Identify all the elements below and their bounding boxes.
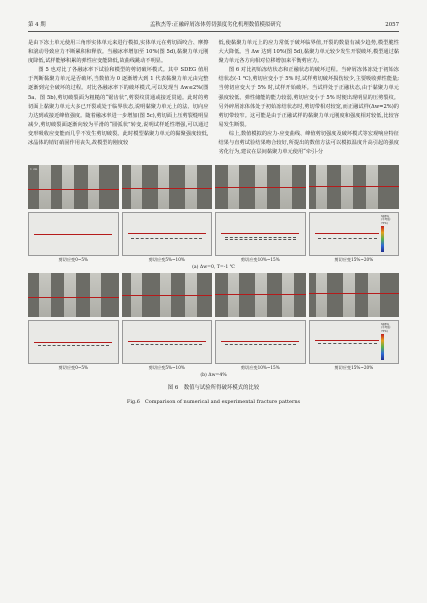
simulation-panel: [309, 212, 400, 256]
sdeg-legend: [381, 323, 397, 360]
paragraph: 图 5 也对比了各融冰率下试验和模型的剪切破坏模式。其中 SDEG 值用于判断黏聚力单元是否破坏,当数值为 0 逐渐增大到 1 代表黏聚力单元由完整逐渐到完全破坏的过程。对比各融冰率下的破坏模式,可以发现当 Δw≤2%(图 5a、图 5b),剪切破裂面为粗糙的“锯齿状”,剪裂纹贯通或接近贯通。此时的剪切面上黏聚力单元大多已开裂或处于临界状态,说明黏聚力单元上的法、切向应力达到或接近峰值强度。随着融冰率进一步增加(图 5c),剪切面上压剪裂缝明显减少,剪切破裂面逐渐向较为平滑的“圆弧状”转变,说明试样延性增强,可以通过变形吸收应变能而几乎不发生剪切破裂。此时模型黏聚力单元的黏聚强度较低,冰晶体的销钉硝固作用丧失,故模型的刚度较: [28, 67, 209, 147]
issue-number: 第 4 期: [28, 22, 46, 28]
scale-label: 1 cm: [30, 167, 38, 172]
panel-caption: 剪切应变0~5%: [58, 365, 89, 371]
specimen-photo: [28, 165, 119, 209]
simulation-row-b: [28, 320, 399, 371]
simulation-panel: [28, 212, 119, 256]
page-number: 2057: [385, 22, 399, 28]
legend-colorbar: [381, 334, 384, 360]
panel-caption: 剪切应变15%~20%: [334, 257, 374, 263]
simulation-panel: [215, 320, 306, 364]
simulation-panel: [309, 320, 400, 364]
legend-colorbar: [381, 226, 384, 252]
paragraph: 是由下冻土单元使用三角形实体单元来进行模拟,实体单元在剪切面咬合、摩擦和滚动导致应力不断累积和释放。当融冰率增加至 10%(图 5d),黏聚力单元刚度降低,试样能够积累的弹性应变能降低,故曲线跳动不明显。: [28, 40, 209, 65]
panel-caption: 剪切应变10%~15%: [240, 257, 280, 263]
figure-6: [28, 165, 399, 406]
running-title: 孟秋杰等:正融碎屑冻体剪切强度劣化机理数值模拟研究: [149, 22, 282, 28]
legend-subtitle: (平均值: 75%): [381, 218, 391, 225]
subfigure-label-a: (a) Δw=0, T=-1 ℃: [192, 265, 235, 271]
sdeg-legend: [381, 215, 397, 252]
photo-row-a: [28, 165, 399, 209]
figure-caption-cn: 图 6 数值与试验所得破坏模式的比较: [167, 385, 260, 392]
specimen-photo: [122, 165, 213, 209]
left-column: [28, 39, 209, 157]
panel-caption: 剪切应变15%~20%: [334, 365, 374, 371]
simulation-panel: [215, 212, 306, 256]
legend-title: SDEG: [381, 215, 389, 219]
panel-caption: 剪切应变10%~15%: [240, 365, 280, 371]
simulation-row-a: [28, 212, 399, 263]
specimen-photo: [309, 273, 400, 317]
figure-caption-en: Fig.6 Comparison of numerical and experimental fracture patterns: [126, 399, 301, 406]
legend-title: SDEG: [381, 323, 389, 327]
panel-caption: 剪切应变5%~10%: [148, 257, 185, 263]
body-columns: [28, 39, 399, 157]
specimen-photo: [215, 273, 306, 317]
simulation-panel: [28, 320, 119, 364]
legend-subtitle: (平均值: 75%): [381, 326, 391, 333]
specimen-photo: [122, 273, 213, 317]
specimen-photo: [215, 165, 306, 209]
paragraph: 综上,数值模拟的应力-应变曲线、峰值剪切强度及破坏模式等宏观响应特征结果与直剪试验结果吻合较好,所提出的数值方法可以模拟温度升高引起的强度劣化行为,建议在层间黏聚力单元使用“牵引-分: [218, 130, 399, 156]
running-header: [28, 22, 399, 32]
paragraph: 图 6 对比初始冻结状态和正融状态的破坏过程。当碎屑冻体冻处于初始冻结状态(-1 ℃),剪切应变小于 5% 时,试样剪切破坏损伤较少,主要吸收弹性能量;当剪切应变大于 5% 时,试样开始破坏。当试样处于正融状态,由于黏聚力单元强度较低、弹性储能的能力较弱,剪切应变小于 5% 时便出现明显的压剪裂纹。另外碎屑冻体体处于初始冻结状态时,剪切带相对较宽,而正融试样(Δw=2%)的剪切带较窄。这可能是由于正融试样的黏聚力单元刚度和强度相对较低,比较容易发生断裂。: [218, 67, 399, 128]
paragraph: 低,使黏聚力单元上的应力常低于破坏临界值,开裂的数量有减少趋势,模型脆性大大降低。当 Δw 达到 10%(图 5d),黏聚力单元较少发生开裂破坏,模型通过黏聚力单元各方向相对位移增加来平衡剪应力。: [218, 40, 399, 65]
photo-row-b: [28, 273, 399, 317]
right-column: [219, 39, 400, 157]
subfigure-label-b: (b) Δw=4%: [200, 373, 227, 379]
specimen-photo: [309, 165, 400, 209]
panel-caption: 剪切应变5%~10%: [148, 365, 185, 371]
specimen-photo: [28, 273, 119, 317]
panel-caption: 剪切应变0~5%: [58, 257, 89, 263]
simulation-panel: [122, 212, 213, 256]
simulation-panel: [122, 320, 213, 364]
